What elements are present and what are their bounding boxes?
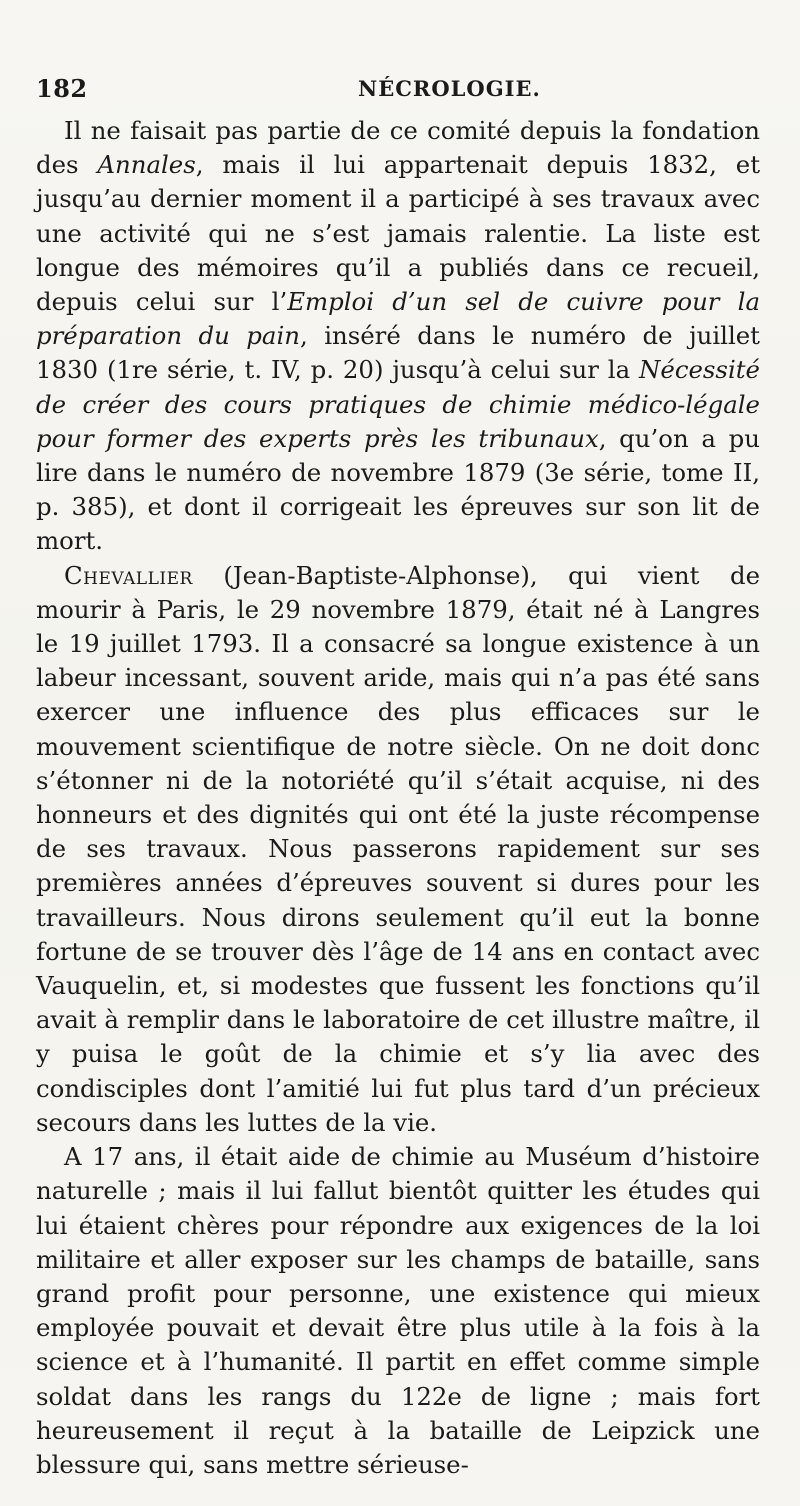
text-segment: (Jean-Baptiste-Alphonse), qui vient de mourir à Paris, le 29 novembre 1879, était né à Langres le 19 juillet 1793. Il a consacré sa longue existence à un labeur incessant, souvent aride, mais qui n’a pas été sans exercer une influence des plus efficaces sur le mouvement scientifique de notre siècle. On ne doit donc s’étonner ni de la notoriété qu’il s’était acquise, ni des honneurs et des dignités qui ont été la juste récompense de ses travaux. Nous passerons rapidement sur ses premières années d’épreuves souvent si dures pour les travailleurs. Nous dirons seulement qu’il eut la bonne fortune de se trouver dès l’âge de 14 ans en contact avec Vauquelin, et, si modestes que fussent les fonctions qu’il avait à remplir dans le laboratoire de cet illustre maître, il y puisa le goût de la chimie et s’y lia avec des condisciples dont l’amitié lui fut plus tard d’un précieux secours dans les luttes de la vie. — [36, 560, 760, 1137]
text-segment: , inséré dans le numéro de juillet 1830 (1re série, t. IV, p. 20) jusqu’à celui sur la — [36, 321, 760, 385]
text-segment: A 17 ans, il était aide de chimie au Muséum d’histoire naturelle ; mais il lui fallut bientôt quitter les études qui lui étaient chères pour répondre aux exigences de la loi militaire et aller exposer sur les champs de bataille, sans grand profit pour personne, une existence qui mieux employée pouvait et devait être plus utile à la fois à la science et à l’humanité. Il partit en effet comme simple soldat dans les rangs du 122e de ligne ; mais fort heureusement il reçut à la bataille de Leipzick une blessure qui, sans mettre sérieuse- — [36, 1142, 760, 1479]
journal-name: Annales — [97, 150, 196, 180]
page-number: 182 — [36, 74, 88, 103]
text-segment: Il ne faisait pas partie de ce comité depuis la fondation des — [36, 116, 760, 180]
page-header — [36, 72, 760, 106]
paragraph — [36, 559, 760, 1140]
surname: Chevallier — [64, 560, 193, 590]
text-segment: , mais il lui appartenait depuis 1832, et jusqu’au dernier moment il a participé à ses travaux avec une activité qui ne s’est jamais ralentie. La liste est longue des mémoires qu’il a publiés dans ce recueil, depuis celui sur l’ — [36, 150, 760, 317]
text-segment: , qu’on a pu lire dans le numéro de novembre 1879 (3e série, tome II, p. 385), et dont il corrigeait les épreuves sur son lit de mort. — [36, 423, 760, 556]
body-text — [36, 114, 760, 1482]
paragraph — [36, 114, 760, 559]
memoir-title: Emploi d’un sel de cuivre pour la préparation du pain — [36, 287, 760, 351]
paragraph — [36, 1140, 760, 1482]
running-title: NÉCROLOGIE. — [358, 76, 541, 101]
memoir-title: Nécessité de créer des cours pratiques de chimie médico-légale pour former des experts près les tribunaux — [36, 355, 760, 453]
